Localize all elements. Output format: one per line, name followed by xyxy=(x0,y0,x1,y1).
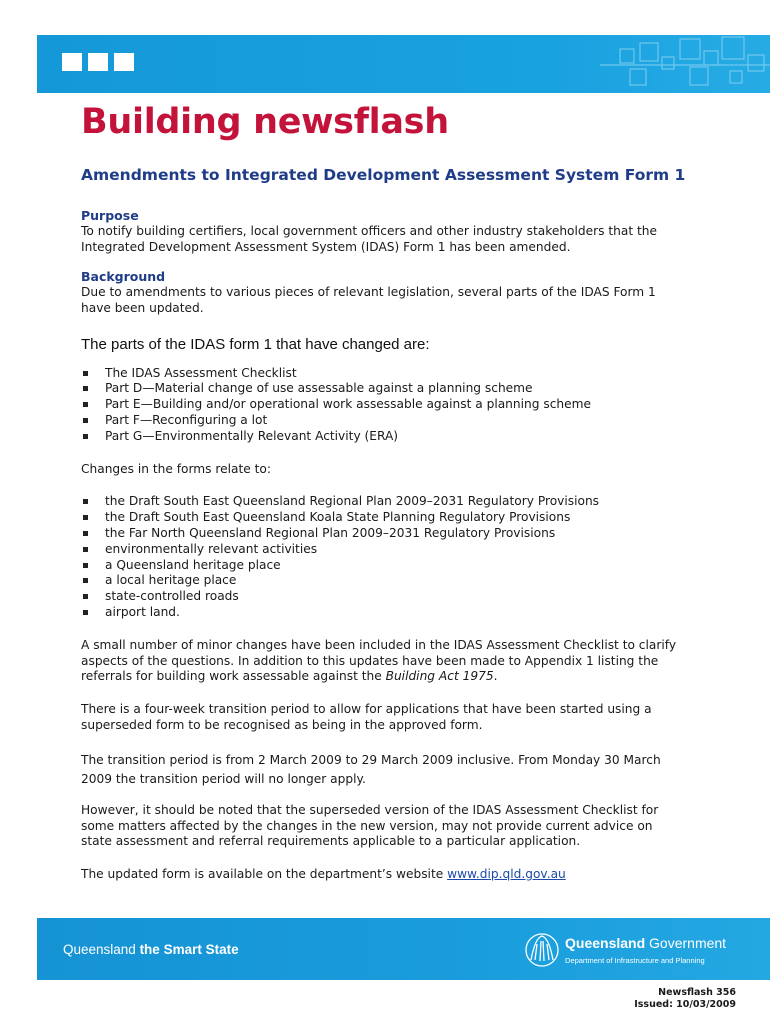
page-subtitle: Amendments to Integrated Development Assessment System Form 1 xyxy=(81,166,686,184)
list-item: airport land. xyxy=(81,605,681,621)
newsflash-number: Newsflash 356 xyxy=(658,987,736,998)
background-text: Due to amendments to various pieces of relevant legislation, several parts of the IDAS Form 1 have been updated. xyxy=(81,285,656,315)
queensland-government-logo xyxy=(523,930,753,970)
issue-info xyxy=(634,987,736,1011)
list-item: a Queensland heritage place xyxy=(81,558,681,574)
top-banner xyxy=(37,35,770,93)
purpose-text: To notify building certifiers, local government officers and other industry stakeholders that the Integrated Development Assessment System (IDAS) Form 1 has been amended. xyxy=(81,223,657,254)
however-paragraph: However, it should be noted that the superseded version of the IDAS Assessment Checklist for some matters affected by the changes in the new version, may not provide current advice on state assessment and referral requirements applicable to a particular application. xyxy=(81,802,659,849)
list-item: Part F—Reconfiguring a lot xyxy=(81,413,681,429)
list-item: the Draft South East Queensland Koala State Planning Regulatory Provisions xyxy=(81,510,681,526)
minor-changes-paragraph: A small number of minor changes have been included in the IDAS Assessment Checklist to clarify aspects of the questions. In addition to this updates have been made to Appendix 1 listing the referrals for building work assessable against the Building Act 1975. xyxy=(81,637,677,684)
changes-list xyxy=(81,494,681,620)
list-item: the Far North Queensland Regional Plan 2009–2031 Regulatory Provisions xyxy=(81,526,681,542)
changed-parts-list xyxy=(81,366,681,445)
smart-state-tagline: Queensland the Smart State xyxy=(63,942,239,957)
government-name: Queensland Government xyxy=(565,935,727,951)
issue-date: Issued: 10/03/2009 xyxy=(634,999,736,1010)
newsflash-body xyxy=(81,208,681,883)
list-item: state-controlled roads xyxy=(81,589,681,605)
department-name: Department of Infrastructure and Planning xyxy=(565,956,705,965)
square-pattern-icon xyxy=(600,35,770,93)
updated-form-paragraph: The updated form is available on the department’s website www.dip.qld.gov.au xyxy=(81,867,566,882)
list-item: Part E—Building and/or operational work assessable against a planning scheme xyxy=(81,397,681,413)
page-title: Building newsflash xyxy=(81,102,449,142)
list-item: Part G—Environmentally Relevant Activity (ERA) xyxy=(81,429,681,445)
transition-dates-paragraph: The transition period is from 2 March 2009 to 29 March 2009 inclusive. From Monday 30 March 2009 the transition period will no longer apply. xyxy=(81,752,661,786)
transition-paragraph: There is a four-week transition period to allow for applications that have been started using a superseded form to be recognised as being in the approved form. xyxy=(81,702,652,732)
changed-parts-lead: The parts of the IDAS form 1 that have changed are: xyxy=(81,335,430,353)
list-item: environmentally relevant activities xyxy=(81,542,681,558)
queensland-government-crest-icon xyxy=(523,930,561,970)
footer-banner xyxy=(37,918,770,980)
background-heading: Background xyxy=(81,269,166,285)
department-logo-squares-icon xyxy=(62,53,134,71)
website-link[interactable]: www.dip.qld.gov.au xyxy=(447,867,566,882)
list-item: The IDAS Assessment Checklist xyxy=(81,366,681,382)
purpose-heading: Purpose xyxy=(81,208,139,223)
list-item: Part D—Material change of use assessable against a planning scheme xyxy=(81,381,681,397)
list-item: the Draft South East Queensland Regional Plan 2009–2031 Regulatory Provisions xyxy=(81,494,681,510)
list-item: a local heritage place xyxy=(81,573,681,589)
changes-lead: Changes in the forms relate to: xyxy=(81,461,271,476)
building-act-title: Building Act 1975 xyxy=(385,669,494,684)
